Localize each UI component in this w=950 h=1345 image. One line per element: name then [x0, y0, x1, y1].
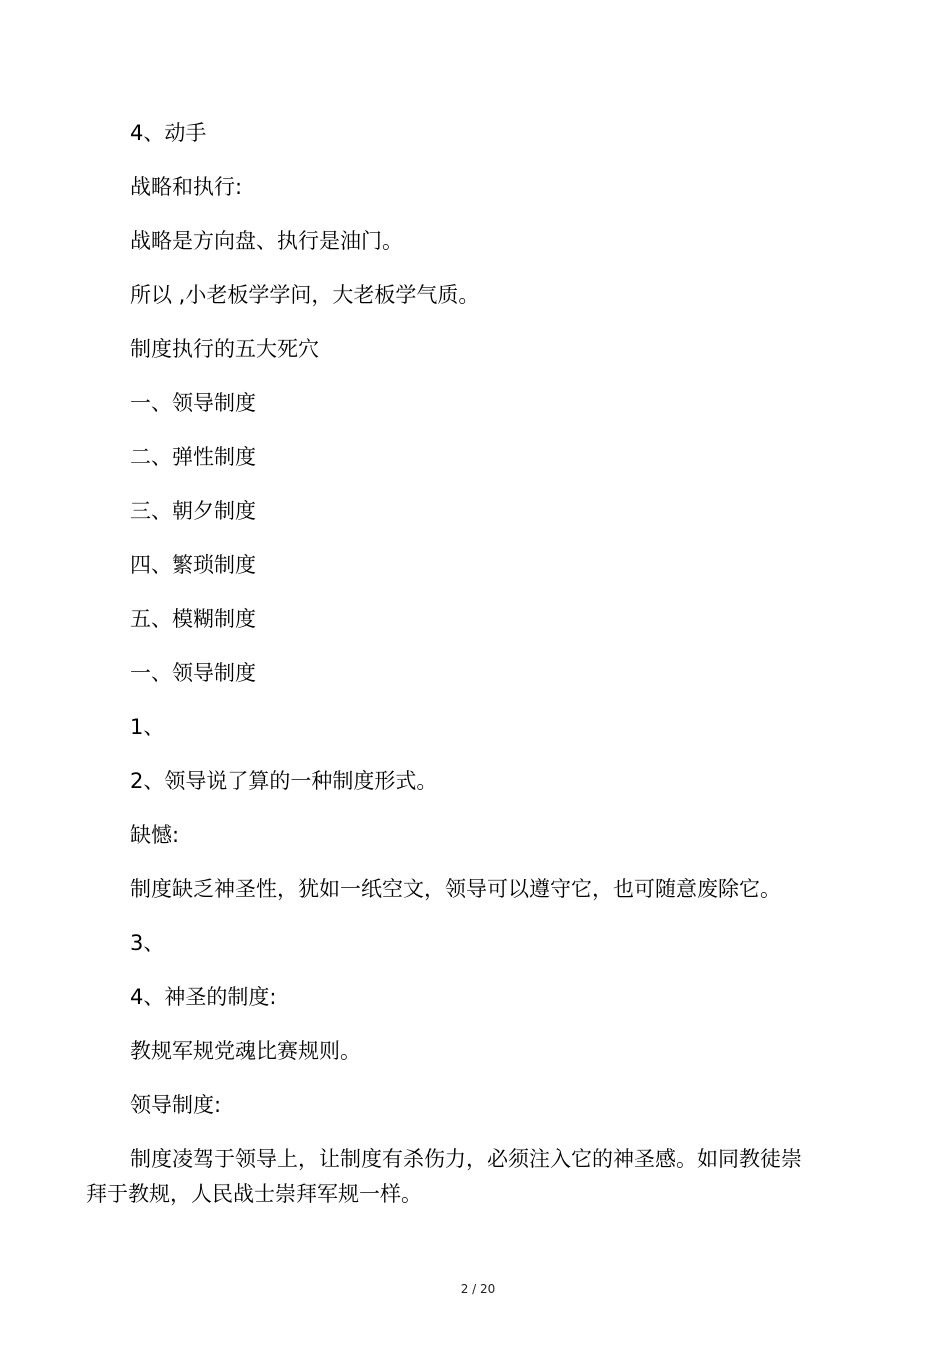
- text-line-6: 一、领导制度: [130, 391, 256, 415]
- text-line-4: 所以 ,小老板学学问，大老板学气质。: [130, 283, 480, 307]
- text-line-9: 四、繁琐制度: [130, 553, 256, 577]
- text-line-19: 领导制度:: [130, 1093, 222, 1117]
- text-line-10: 五、模糊制度: [130, 607, 256, 631]
- text-line-15: 制度缺乏神圣性，犹如一纸空文，领导可以遵守它，也可随意废除它。: [130, 877, 781, 901]
- text-line-13: 2、领导说了算的一种制度形式。: [130, 769, 438, 793]
- text-line-1: 4、动手: [130, 121, 207, 145]
- text-line-11: 一、领导制度: [130, 661, 256, 685]
- text-line-14: 缺憾:: [130, 823, 180, 847]
- text-line-5: 制度执行的五大死穴: [130, 337, 319, 361]
- page-number: 2 / 20: [460, 1282, 496, 1296]
- text-line-7: 二、弹性制度: [130, 445, 256, 469]
- text-line-12: 1、: [130, 715, 165, 739]
- text-line-8: 三、朝夕制度: [130, 499, 256, 523]
- text-line-17: 4、神圣的制度:: [130, 985, 277, 1009]
- body-paragraph: 制度凌驾于领导上，让制度有杀伤力，必须注入它的神圣感。如同教徒崇拜于教规，人民战士崇拜军规一样。: [86, 1147, 802, 1206]
- text-line-2: 战略和执行:: [130, 175, 243, 199]
- text-line-16: 3、: [130, 931, 165, 955]
- text-line-3: 战略是方向盘、执行是油门。: [130, 229, 403, 253]
- text-line-18: 教规军规党魂比赛规则。: [130, 1039, 361, 1063]
